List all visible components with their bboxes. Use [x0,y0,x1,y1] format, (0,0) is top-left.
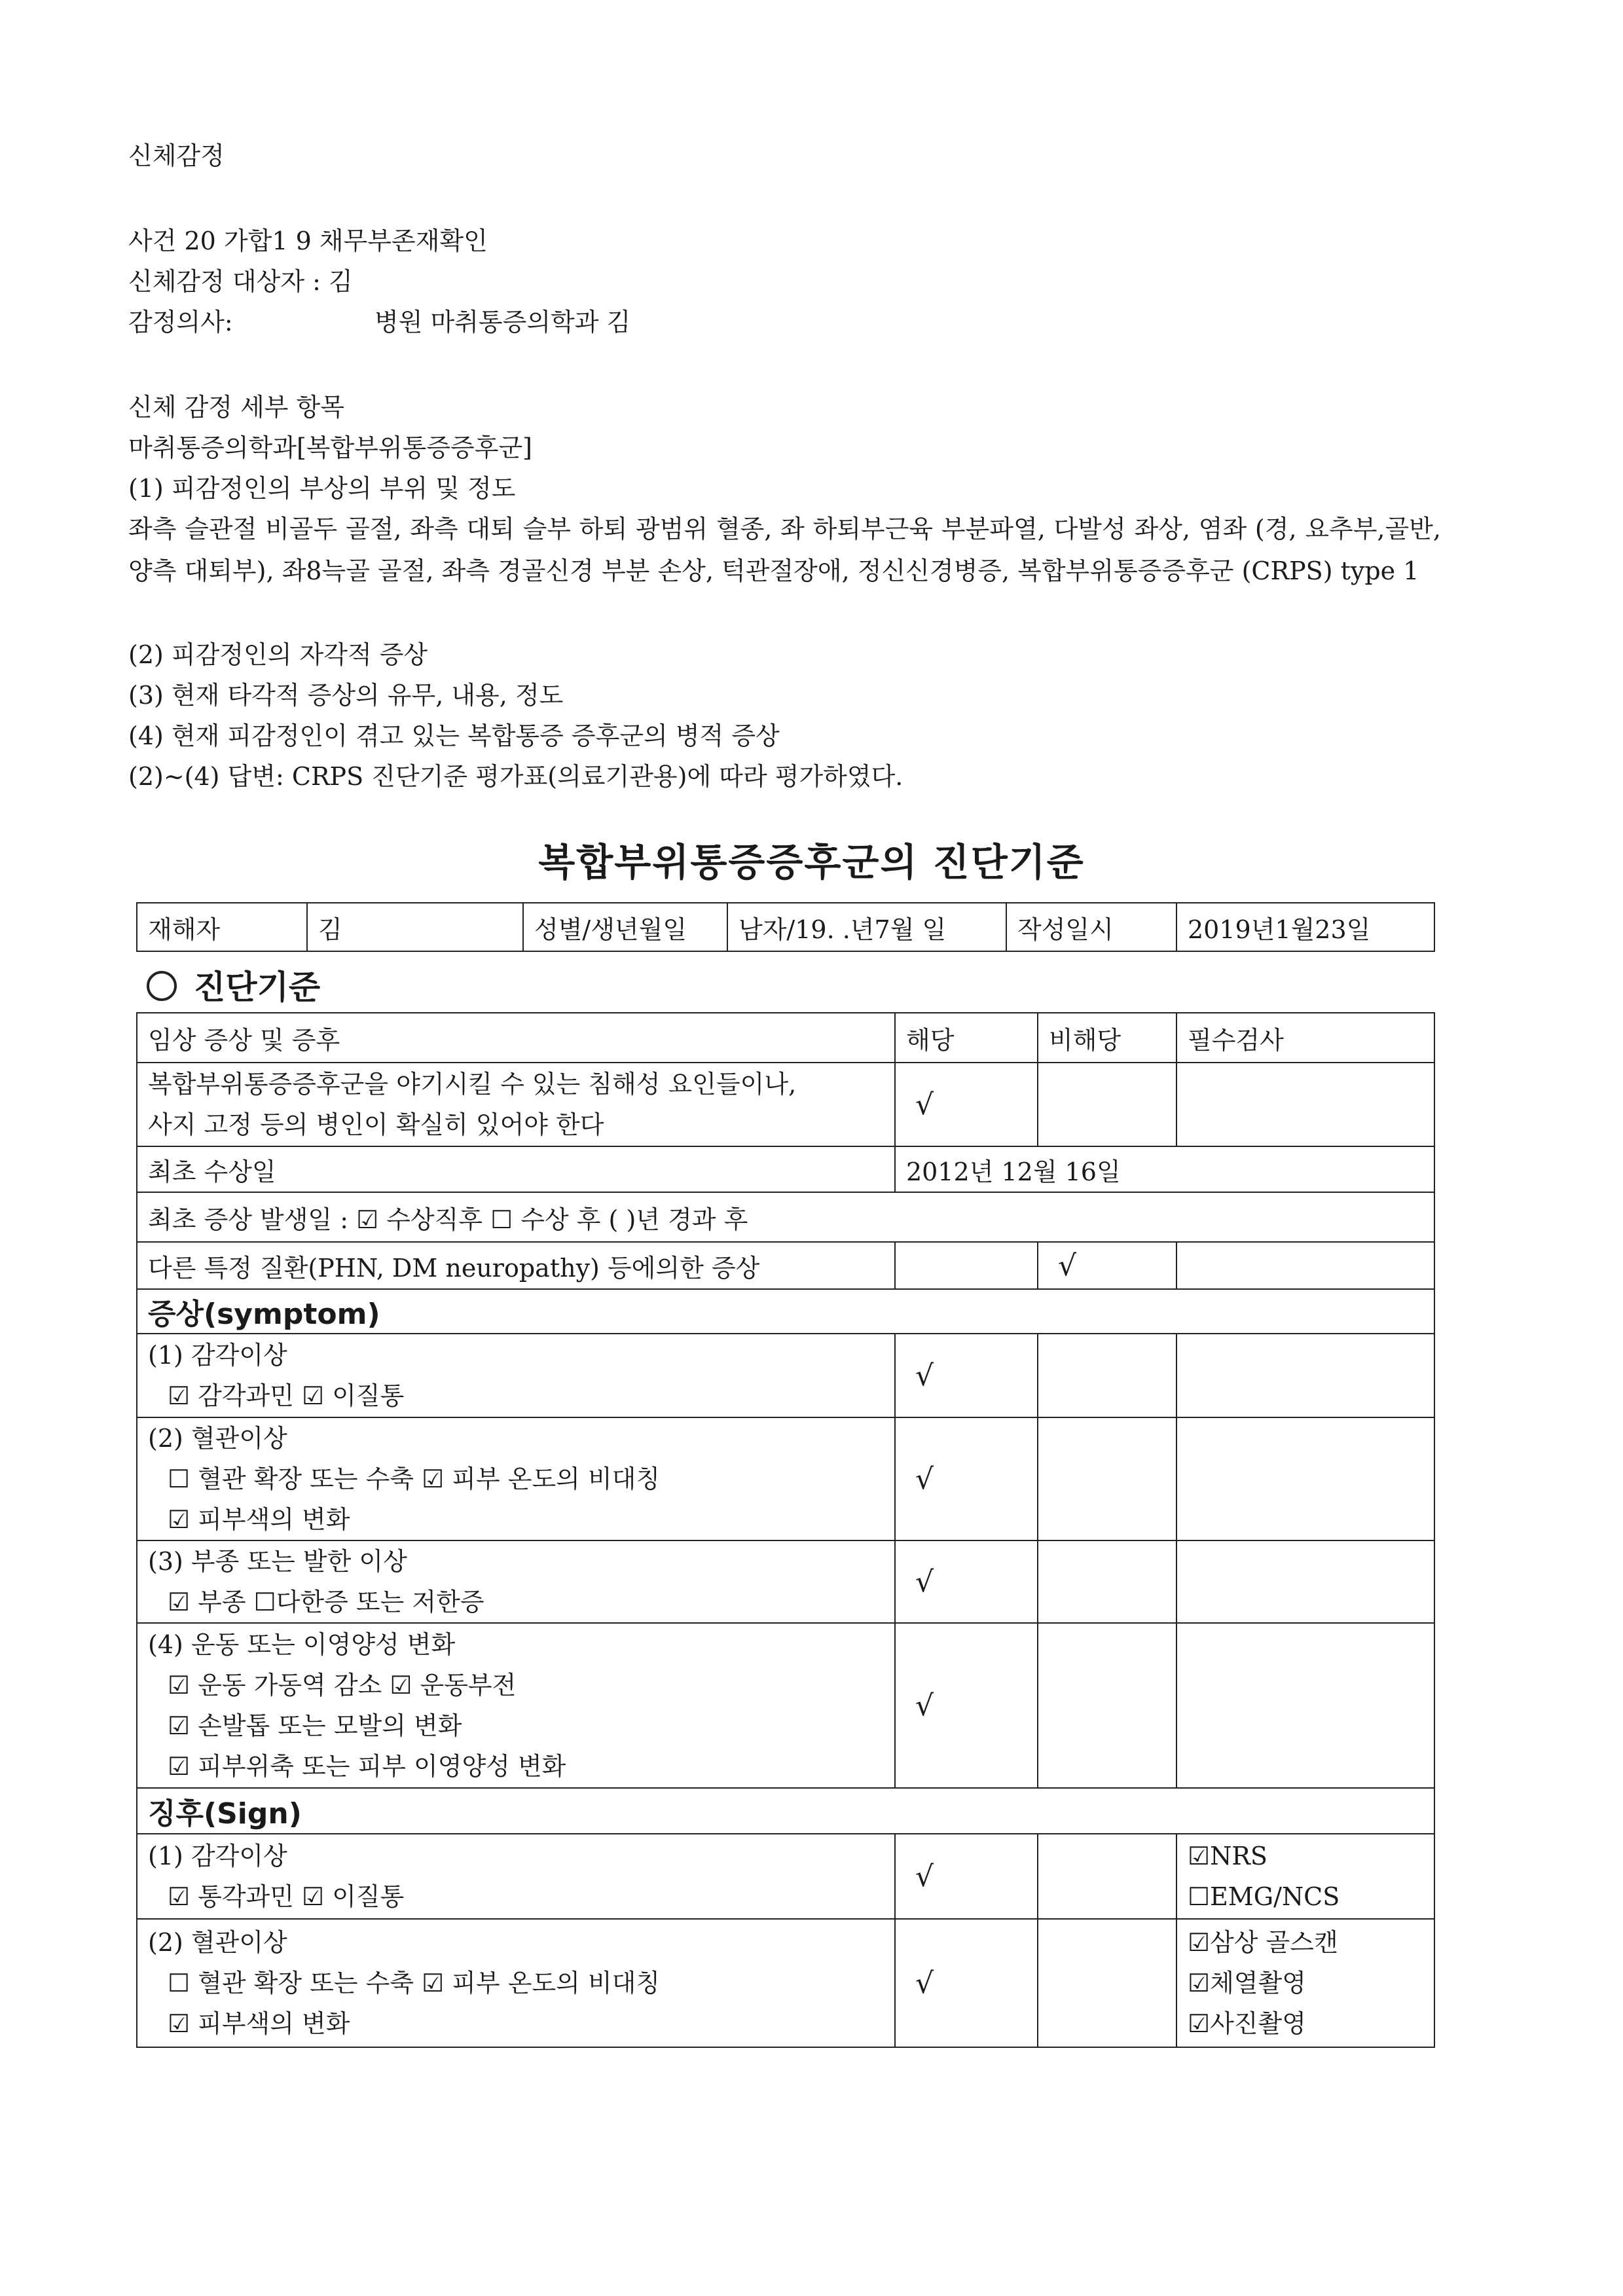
symptom-3-line-1: ☑ 부종 ☐다한증 또는 저한증 [168,1588,484,1616]
first-injury-row [137,1146,1434,1192]
sign-1-cell [137,1834,895,1919]
sign-2-check: √ [895,1919,1038,2047]
sign-2-test-1: ☑삼상 골스캔 [1188,1928,1338,1957]
sign-1-test-1: ☑NRS [1188,1842,1267,1870]
symptom-row-3 [137,1540,1434,1623]
symptom-2-tests [1176,1417,1434,1540]
subject-line: 신체감정 대상자 : 김 [128,267,353,296]
sex-birth-label: 성별/생년월일 [523,903,727,951]
col-not-applicable: 비해당 [1038,1013,1176,1063]
symptom-2-line-2: ☑ 피부색의 변화 [168,1505,350,1534]
criteria-table [136,1012,1435,2048]
header-row [137,1013,1434,1063]
sign-2-line-1: ☐ 혈관 확장 또는 수축 ☑ 피부 온도의 비대칭 [168,1969,661,1997]
symptom-4-title: (4) 운동 또는 이영양성 변화 [148,1630,456,1659]
date-value: 2019년1월23일 [1176,903,1434,951]
col-applicable: 해당 [895,1013,1038,1063]
precondition-tests [1176,1063,1434,1146]
symptom-1-cell [137,1334,895,1417]
victim-value: 김 [307,903,523,951]
sign-section-row [137,1788,1434,1834]
symptom-1-tests [1176,1334,1434,1417]
precondition-not-applicable [1038,1063,1176,1146]
symptom-3-not-applicable [1038,1540,1176,1623]
symptom-4-line-3: ☑ 피부위축 또는 피부 이영양성 변화 [168,1752,566,1781]
circle-icon [147,971,177,1001]
sign-2-test-2: ☑체열촬영 [1188,1969,1306,1997]
col-required-tests: 필수검사 [1176,1013,1434,1063]
sign-1-tests [1176,1834,1434,1919]
sign-2-not-applicable [1038,1919,1176,2047]
symptom-2-cell [137,1417,895,1540]
precondition-text [137,1063,895,1146]
symptom-row-2 [137,1417,1434,1540]
other-disease-tests [1176,1242,1434,1289]
info-table [136,902,1435,952]
symptom-2-not-applicable [1038,1417,1176,1540]
symptom-2-title: (2) 혈관이상 [148,1424,287,1453]
first-injury-value: 2012년 12월 16일 [895,1146,1434,1192]
sign-2-tests [1176,1919,1434,2047]
criteria-heading [147,961,320,1008]
sign-2-title: (2) 혈관이상 [148,1928,287,1957]
document-type: 신체감정 [128,141,225,170]
other-disease-text: 다른 특정 질환(PHN, DM neuropathy) 등에의한 증상 [137,1242,895,1289]
symptom-4-tests [1176,1623,1434,1788]
symptom-row-1 [137,1334,1434,1417]
sign-row-1 [137,1834,1434,1919]
symptom-4-line-1: ☑ 운동 가동역 감소 ☑ 운동부전 [168,1671,517,1700]
symptom-2-line-1: ☐ 혈관 확장 또는 수축 ☑ 피부 온도의 비대칭 [168,1465,661,1493]
item-1: (1) 피감정인의 부상의 부위 및 정도 [128,474,516,503]
details-title: 신체 감정 세부 항목 [128,393,344,422]
victim-label: 재해자 [137,903,307,951]
symptom-3-tests [1176,1540,1434,1623]
doctor-label: 감정의사: [128,308,233,337]
sign-2-line-2: ☑ 피부색의 변화 [168,2009,350,2038]
sign-2-cell [137,1919,895,2047]
symptom-4-cell [137,1623,895,1788]
symptom-3-title: (3) 부종 또는 발한 이상 [148,1547,407,1576]
precondition-line-2: 사지 고정 등의 병인이 확실히 있어야 한다 [148,1110,604,1139]
first-symptom-text: 최초 증상 발생일 : ☑ 수상직후 ☐ 수상 후 ( )년 경과 후 [137,1192,1434,1242]
symptom-row-4 [137,1623,1434,1788]
precondition-check: √ [895,1063,1038,1146]
sign-1-title: (1) 감각이상 [148,1842,287,1870]
symptom-section-row [137,1289,1434,1334]
sign-1-line-1: ☑ 통각과민 ☑ 이질통 [168,1882,405,1911]
col-clinical: 임상 증상 및 증후 [137,1013,895,1063]
precondition-row [137,1063,1434,1146]
sex-birth-value: 남자/19. .년7월 일 [727,903,1006,951]
answer-line: (2)~(4) 답변: CRPS 진단기준 평가표(의료기관용)에 따라 평가하였다. [128,762,903,791]
symptom-1-title: (1) 감각이상 [148,1341,287,1370]
sign-1-not-applicable [1038,1834,1176,1919]
symptom-1-check: √ [895,1334,1038,1417]
first-symptom-row [137,1192,1434,1242]
symptom-3-check: √ [895,1540,1038,1623]
criteria-heading-text: 진단기준 [194,968,321,1006]
item-2: (2) 피감정인의 자각적 증상 [128,640,428,669]
other-disease-row [137,1242,1434,1289]
case-line: 사건 20 가합1 9 채무부존재확인 [128,227,488,255]
symptom-heading: 증상(symptom) [137,1289,1434,1334]
item-4: (4) 현재 피감정인이 겪고 있는 복합통증 증후군의 병적 증상 [128,721,780,750]
doctor-value: 병원 마취통증의학과 김 [374,308,631,337]
other-disease-check: √ [1038,1242,1176,1289]
other-disease-applicable [895,1242,1038,1289]
symptom-1-not-applicable [1038,1334,1176,1417]
symptom-4-line-2: ☑ 손발톱 또는 모발의 변화 [168,1711,462,1740]
sign-row-2 [137,1919,1434,2047]
first-injury-label: 최초 수상일 [137,1146,895,1192]
form-title: 복합부위통증증후군의 진단기준 [538,840,1085,884]
symptom-3-cell [137,1540,895,1623]
symptom-2-check: √ [895,1417,1038,1540]
symptom-4-not-applicable [1038,1623,1176,1788]
date-label: 작성일시 [1006,903,1176,951]
item-3: (3) 현재 타각적 증상의 유무, 내용, 정도 [128,681,564,710]
department: 마취통증의학과[복합부위통증증후군] [128,433,532,462]
precondition-line-1: 복합부위통증증후군을 야기시킬 수 있는 침해성 요인들이나, [148,1070,797,1099]
sign-heading: 징후(Sign) [137,1788,1434,1834]
sign-2-test-3: ☑사진촬영 [1188,2009,1306,2038]
symptom-4-check: √ [895,1623,1038,1788]
item-1-text: 좌측 슬관절 비골두 골절, 좌측 대퇴 슬부 하퇴 광범위 혈종, 좌 하퇴부근육 부분파열, 다발성 좌상, 염좌 (경, 요추부,골반,양측 대퇴부), 좌8늑골 골절, 좌측 경골신경 부분 손상, 턱관절장애, 정신신경병증, 복합부위통증증후군 (CRPS) type 1 [128,515,1441,585]
sign-1-check: √ [895,1834,1038,1919]
symptom-1-line-1: ☑ 감각과민 ☑ 이질통 [168,1381,405,1410]
sign-1-test-2: ☐EMG/NCS [1188,1882,1340,1911]
